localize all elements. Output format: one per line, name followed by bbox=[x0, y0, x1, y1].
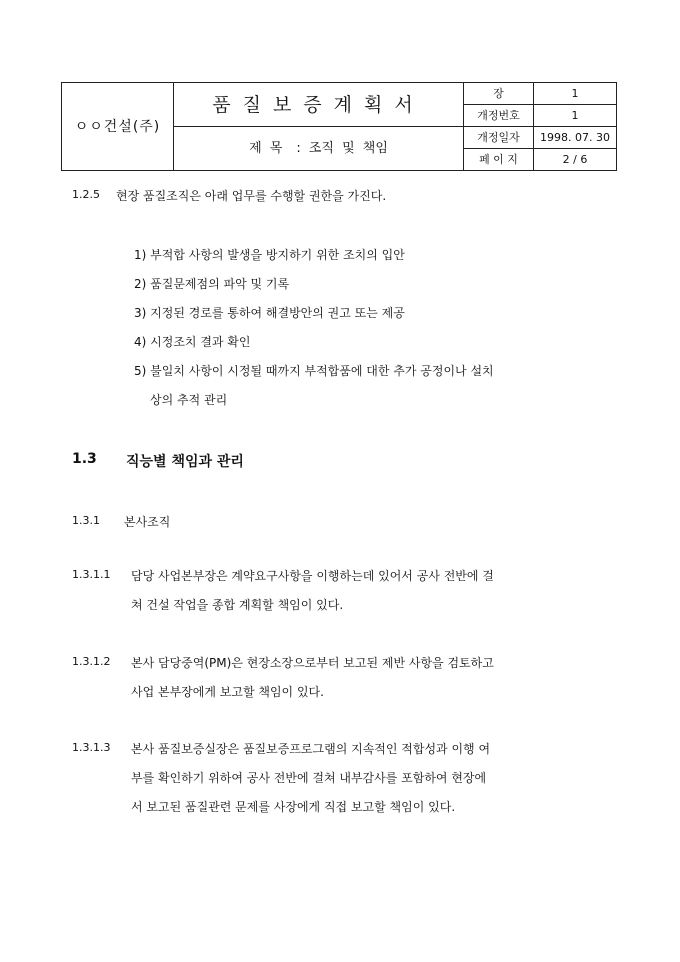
section-1-3-1-3-line-3: 서 보고된 품질관련 문제를 사장에게 직접 보고할 책임이 있다. bbox=[131, 800, 456, 814]
revision-number-label: 개정번호 bbox=[464, 105, 534, 127]
section-number-1-3-1-3: 1.3.1.3 bbox=[72, 741, 111, 754]
revision-date-label: 개정일자 bbox=[464, 127, 534, 149]
section-1-2-5-text: 현장 품질조직은 아래 업무를 수행할 권한을 가진다. bbox=[116, 189, 387, 203]
subject-cell bbox=[174, 127, 464, 171]
list-item-3: 3) 지정된 경로를 통하여 해결방안의 권고 또는 제공 bbox=[134, 306, 405, 320]
section-number-1-2-5: 1.2.5 bbox=[72, 188, 100, 201]
list-item-1: 1) 부적합 사항의 발생을 방지하기 위한 조치의 입안 bbox=[134, 248, 405, 262]
revision-number-value: 1 bbox=[534, 105, 617, 127]
page-label: 페 이 지 bbox=[464, 149, 534, 171]
section-number-1-3-1-1: 1.3.1.1 bbox=[72, 568, 111, 581]
section-number-1-3: 1.3 bbox=[72, 451, 97, 467]
section-1-3-1-2-line-2: 사업 본부장에게 보고할 책임이 있다. bbox=[131, 685, 324, 699]
section-1-3-title: 직능별 책임과 관리 bbox=[126, 454, 244, 470]
section-number-1-3-1: 1.3.1 bbox=[72, 514, 100, 527]
section-1-3-1-1-line-2: 쳐 건설 작업을 종합 계획할 책임이 있다. bbox=[131, 598, 344, 612]
list-item-4: 4) 시정조치 결과 확인 bbox=[134, 335, 251, 349]
section-1-3-1-1-line-1: 담당 사업본부장은 계약요구사항을 이행하는데 있어서 공사 전반에 걸 bbox=[131, 569, 494, 583]
chapter-value: 1 bbox=[534, 83, 617, 105]
section-1-3-1-title: 본사조직 bbox=[124, 515, 171, 529]
chapter-label: 장 bbox=[464, 83, 534, 105]
section-number-1-3-1-2: 1.3.1.2 bbox=[72, 655, 111, 668]
subject-value: : 조직 및 책임 bbox=[296, 140, 388, 156]
revision-date-value: 1998. 07. 30 bbox=[534, 127, 617, 149]
company-name: ㅇㅇ건설(주) bbox=[62, 83, 174, 171]
document-title: 품질보증계획서 bbox=[174, 83, 464, 127]
page-value: 2 / 6 bbox=[534, 149, 617, 171]
list-item-5: 5) 불일치 사항이 시정될 때까지 부적합품에 대한 추가 공정이나 설치 bbox=[134, 364, 494, 378]
list-item-2: 2) 품질문제점의 파악 및 기록 bbox=[134, 277, 290, 291]
document-header-table bbox=[61, 82, 617, 171]
section-1-3-1-2-line-1: 본사 담당중역(PM)은 현장소장으로부터 보고된 제반 사항을 검토하고 bbox=[131, 656, 494, 670]
subject-label: 제 목 bbox=[249, 140, 283, 156]
section-1-3-1-3-line-1: 본사 품질보증실장은 품질보증프로그램의 지속적인 적합성과 이행 여 bbox=[131, 742, 491, 756]
list-item-5-continuation: 상의 추적 관리 bbox=[150, 393, 228, 407]
section-1-3-1-3-line-2: 부를 확인하기 위하여 공사 전반에 걸쳐 내부감사를 포함하여 현장에 bbox=[131, 771, 487, 785]
